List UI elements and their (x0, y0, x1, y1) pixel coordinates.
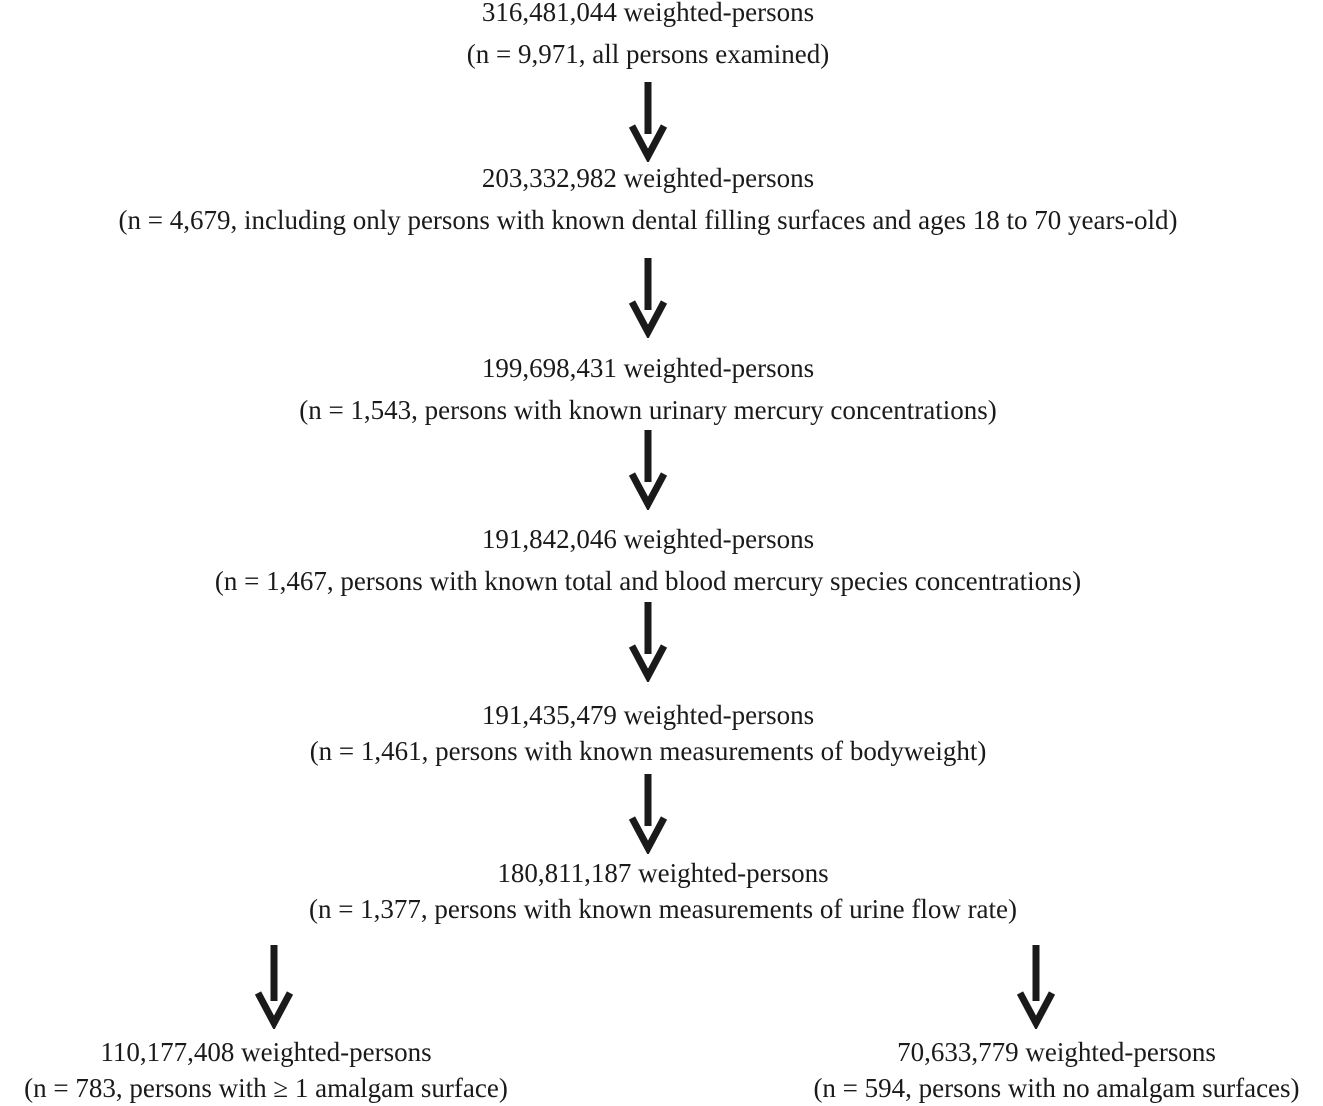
step-5-count: 191,435,479 weighted-persons (481, 700, 815, 730)
flow-step-4 (0, 521, 1296, 599)
step-2-detail: (n = 4,679, including only persons with known dental filling surfaces and ages 18 to 70 years-old) (118, 205, 1178, 235)
step-6-detail: (n = 1,377, persons with known measurements of urine flow rate) (308, 894, 1018, 924)
down-arrow-3 (628, 430, 668, 510)
step-3-detail: (n = 1,543, persons with known urinary mercury concentrations) (299, 395, 997, 425)
branch-no-amalgam (790, 1034, 1323, 1106)
down-arrow-2 (628, 258, 668, 338)
down-arrow-5 (628, 774, 668, 854)
flow-step-2 (0, 160, 1296, 238)
step-2-count: 203,332,982 weighted-persons (481, 163, 815, 193)
step-3-count: 199,698,431 weighted-persons (481, 353, 815, 383)
flow-step-3 (0, 350, 1296, 428)
step-4-detail: (n = 1,467, persons with known total and blood mercury species concentrations) (214, 566, 1082, 596)
flow-step-6 (0, 855, 1323, 927)
down-arrow-4 (628, 602, 668, 682)
branch-amalgam-count: 110,177,408 weighted-persons (100, 1037, 432, 1067)
branch-amalgam-detail: (n = 783, persons with ≥ 1 amalgam surface) (24, 1073, 508, 1103)
flow-step-1 (0, 0, 1296, 72)
down-arrow-1 (628, 82, 668, 162)
branch-amalgam (0, 1034, 532, 1106)
step-6-count: 180,811,187 weighted-persons (497, 858, 829, 888)
down-arrow-branch-left (254, 945, 294, 1029)
step-4-count: 191,842,046 weighted-persons (481, 524, 815, 554)
branch-no-amalgam-detail: (n = 594, persons with no amalgam surfaces) (813, 1073, 1300, 1103)
down-arrow-branch-right (1016, 945, 1056, 1029)
branch-no-amalgam-count: 70,633,779 weighted-persons (897, 1037, 1216, 1067)
flow-step-5 (0, 697, 1296, 769)
step-5-detail: (n = 1,461, persons with known measurements of bodyweight) (309, 736, 987, 766)
step-1-detail: (n = 9,971, all persons examined) (466, 39, 830, 69)
step-1-count: 316,481,044 weighted-persons (481, 0, 815, 27)
